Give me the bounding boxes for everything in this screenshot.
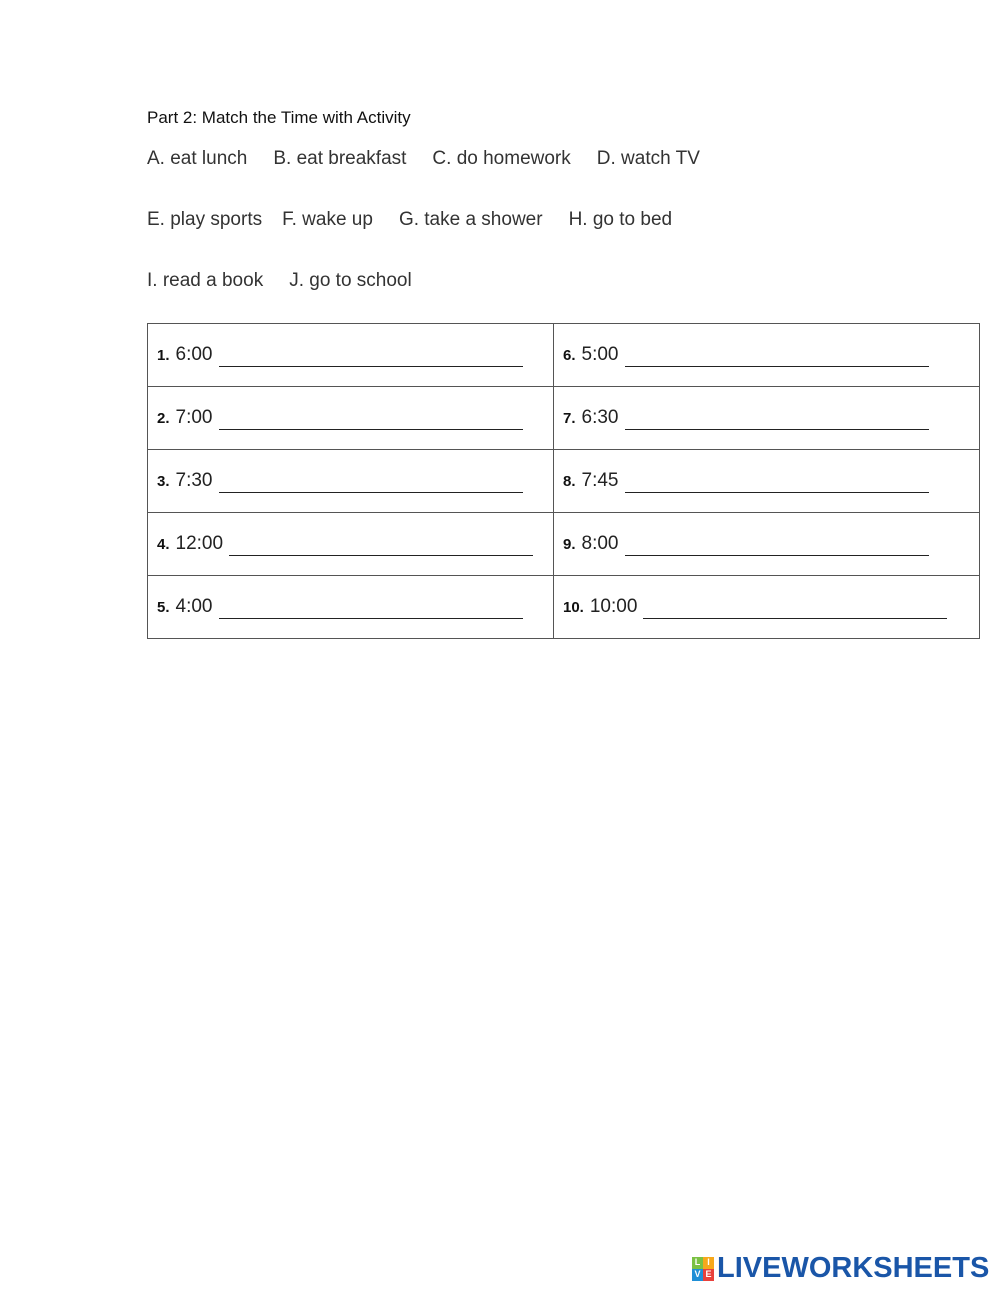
option-h: H. go to bed: [568, 209, 673, 230]
item-number: 4.: [157, 535, 170, 553]
item-number: 2.: [157, 409, 170, 427]
item-number: 9.: [563, 535, 576, 553]
answer-input-6[interactable]: [625, 346, 929, 367]
item-number: 5.: [157, 598, 170, 616]
table-row: [148, 513, 980, 576]
options-line-2: [147, 209, 672, 231]
item-time: 5:00: [581, 343, 619, 365]
item-time: 4:00: [175, 595, 213, 617]
options-line-1: [147, 148, 700, 170]
table-row: [148, 450, 980, 513]
option-j: J. go to school: [289, 270, 412, 291]
table-row: [148, 324, 980, 387]
answer-cell-8: [554, 450, 980, 513]
option-i: I. read a book: [147, 270, 264, 291]
table-row: [148, 387, 980, 450]
answer-input-5[interactable]: [219, 598, 523, 619]
answer-cell-3: [148, 450, 554, 513]
logo-mark-icon: [692, 1257, 714, 1281]
answer-cell-4: [148, 513, 554, 576]
item-time: 8:00: [581, 532, 619, 554]
answer-input-8[interactable]: [625, 472, 929, 493]
answer-input-4[interactable]: [229, 535, 533, 556]
answer-input-9[interactable]: [625, 535, 929, 556]
logo-mark-letter: L: [692, 1257, 703, 1269]
item-number: 10.: [563, 598, 584, 616]
item-number: 3.: [157, 472, 170, 490]
option-g: G. take a shower: [398, 209, 543, 230]
item-time: 12:00: [175, 532, 224, 554]
answer-cell-1: [148, 324, 554, 387]
answer-cell-5: [148, 576, 554, 639]
options-line-3: [147, 270, 412, 292]
logo-text: LIVEWORKSHEETS: [717, 1252, 990, 1284]
answer-cell-9: [554, 513, 980, 576]
option-e: E. play sports: [147, 209, 263, 230]
option-d: D. watch TV: [596, 148, 700, 169]
logo-mark-letter: I: [703, 1257, 714, 1269]
answer-input-7[interactable]: [625, 409, 929, 430]
answer-cell-7: [554, 387, 980, 450]
answer-input-10[interactable]: [643, 598, 947, 619]
item-time: 7:45: [581, 469, 619, 491]
option-a: A. eat lunch: [147, 148, 248, 169]
item-number: 1.: [157, 346, 170, 364]
option-f: F. wake up: [282, 209, 373, 230]
table-row: [148, 576, 980, 639]
page-title: Part 2: Match the Time with Activity: [147, 108, 411, 127]
logo-mark-letter: E: [703, 1269, 714, 1281]
answer-cell-6: [554, 324, 980, 387]
item-time: 6:00: [175, 343, 213, 365]
item-time: 6:30: [581, 406, 619, 428]
item-time: 10:00: [589, 595, 638, 617]
option-c: C. do homework: [432, 148, 571, 169]
liveworksheets-logo: [692, 1254, 989, 1283]
item-number: 8.: [563, 472, 576, 490]
answer-table: [147, 323, 980, 639]
logo-mark-letter: V: [692, 1269, 703, 1281]
answer-input-2[interactable]: [219, 409, 523, 430]
item-time: 7:00: [175, 406, 213, 428]
answer-input-1[interactable]: [219, 346, 523, 367]
answer-input-3[interactable]: [219, 472, 523, 493]
answer-cell-2: [148, 387, 554, 450]
item-time: 7:30: [175, 469, 213, 491]
item-number: 6.: [563, 346, 576, 364]
option-b: B. eat breakfast: [273, 148, 407, 169]
item-number: 7.: [563, 409, 576, 427]
answer-cell-10: [554, 576, 980, 639]
